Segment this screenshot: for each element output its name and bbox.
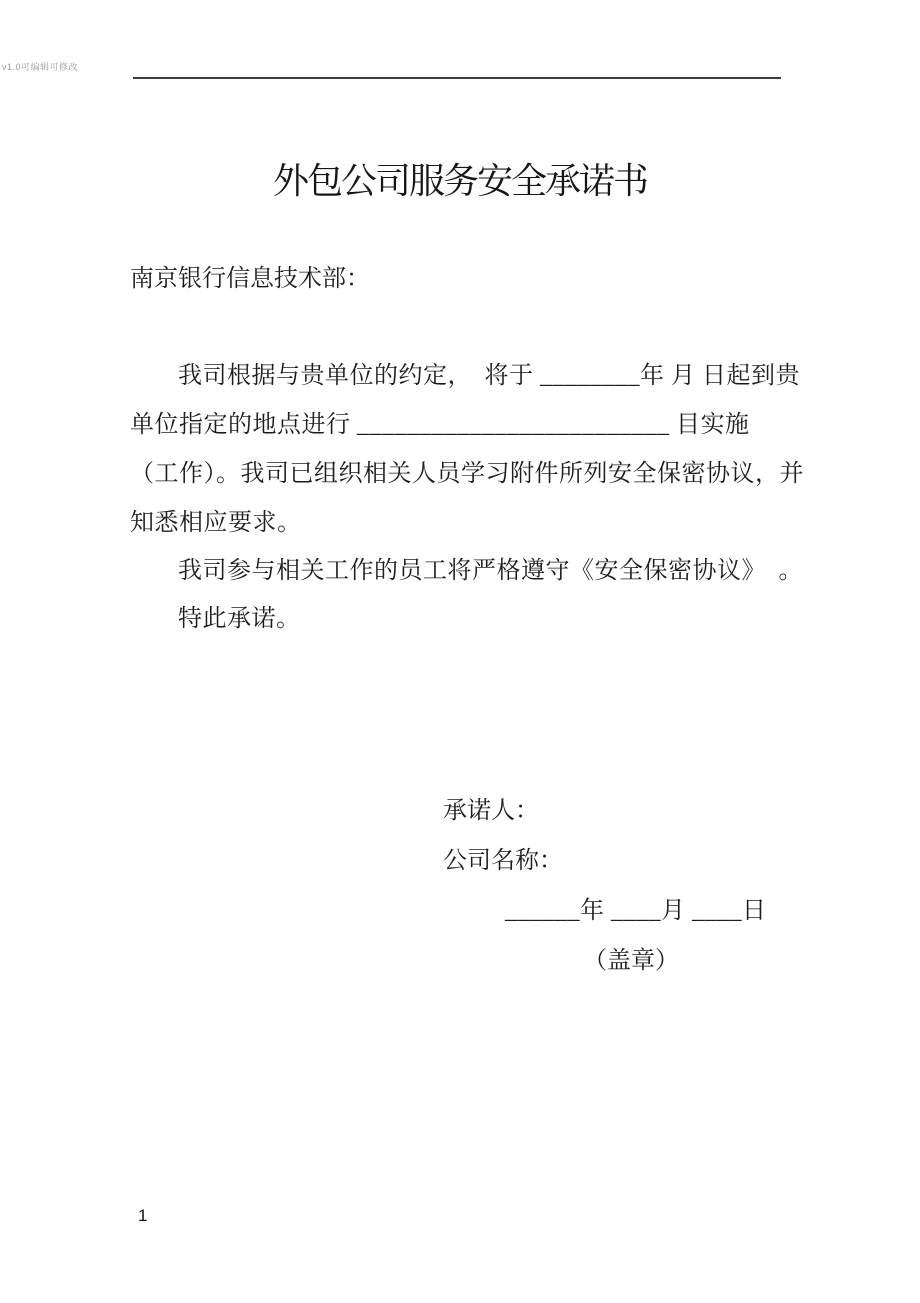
salutation: 南京银行信息技术部： <box>130 266 370 292</box>
header-rule <box>133 77 781 79</box>
company-name-label: 公司名称： <box>443 848 563 874</box>
body-line: （工作）。我司已组织相关人员学习附件所列安全保密协议，并 <box>130 461 804 487</box>
version-watermark: v1.0可编辑可修改 <box>2 62 79 72</box>
body-line: 知悉相应要求。 <box>130 510 302 536</box>
body-line: 我司根据与贵单位的约定， 将于 ________年 月 日起到贵 <box>178 363 800 389</box>
page-number: 1 <box>138 1206 148 1225</box>
body-line: 特此承诺。 <box>178 606 301 632</box>
promisor-label: 承诺人： <box>443 798 539 824</box>
body-line: 单位指定的地点进行 _________________________ 目实施 <box>130 412 750 438</box>
seal-label: （盖章） <box>583 948 679 974</box>
document-title: 外包公司服务安全承诺书 <box>272 161 647 201</box>
date-blank-line: ______年 ____月 ____日 <box>505 898 767 924</box>
body-line: 我司参与相关工作的员工将严格遵守《安全保密协议》 。 <box>178 558 803 584</box>
